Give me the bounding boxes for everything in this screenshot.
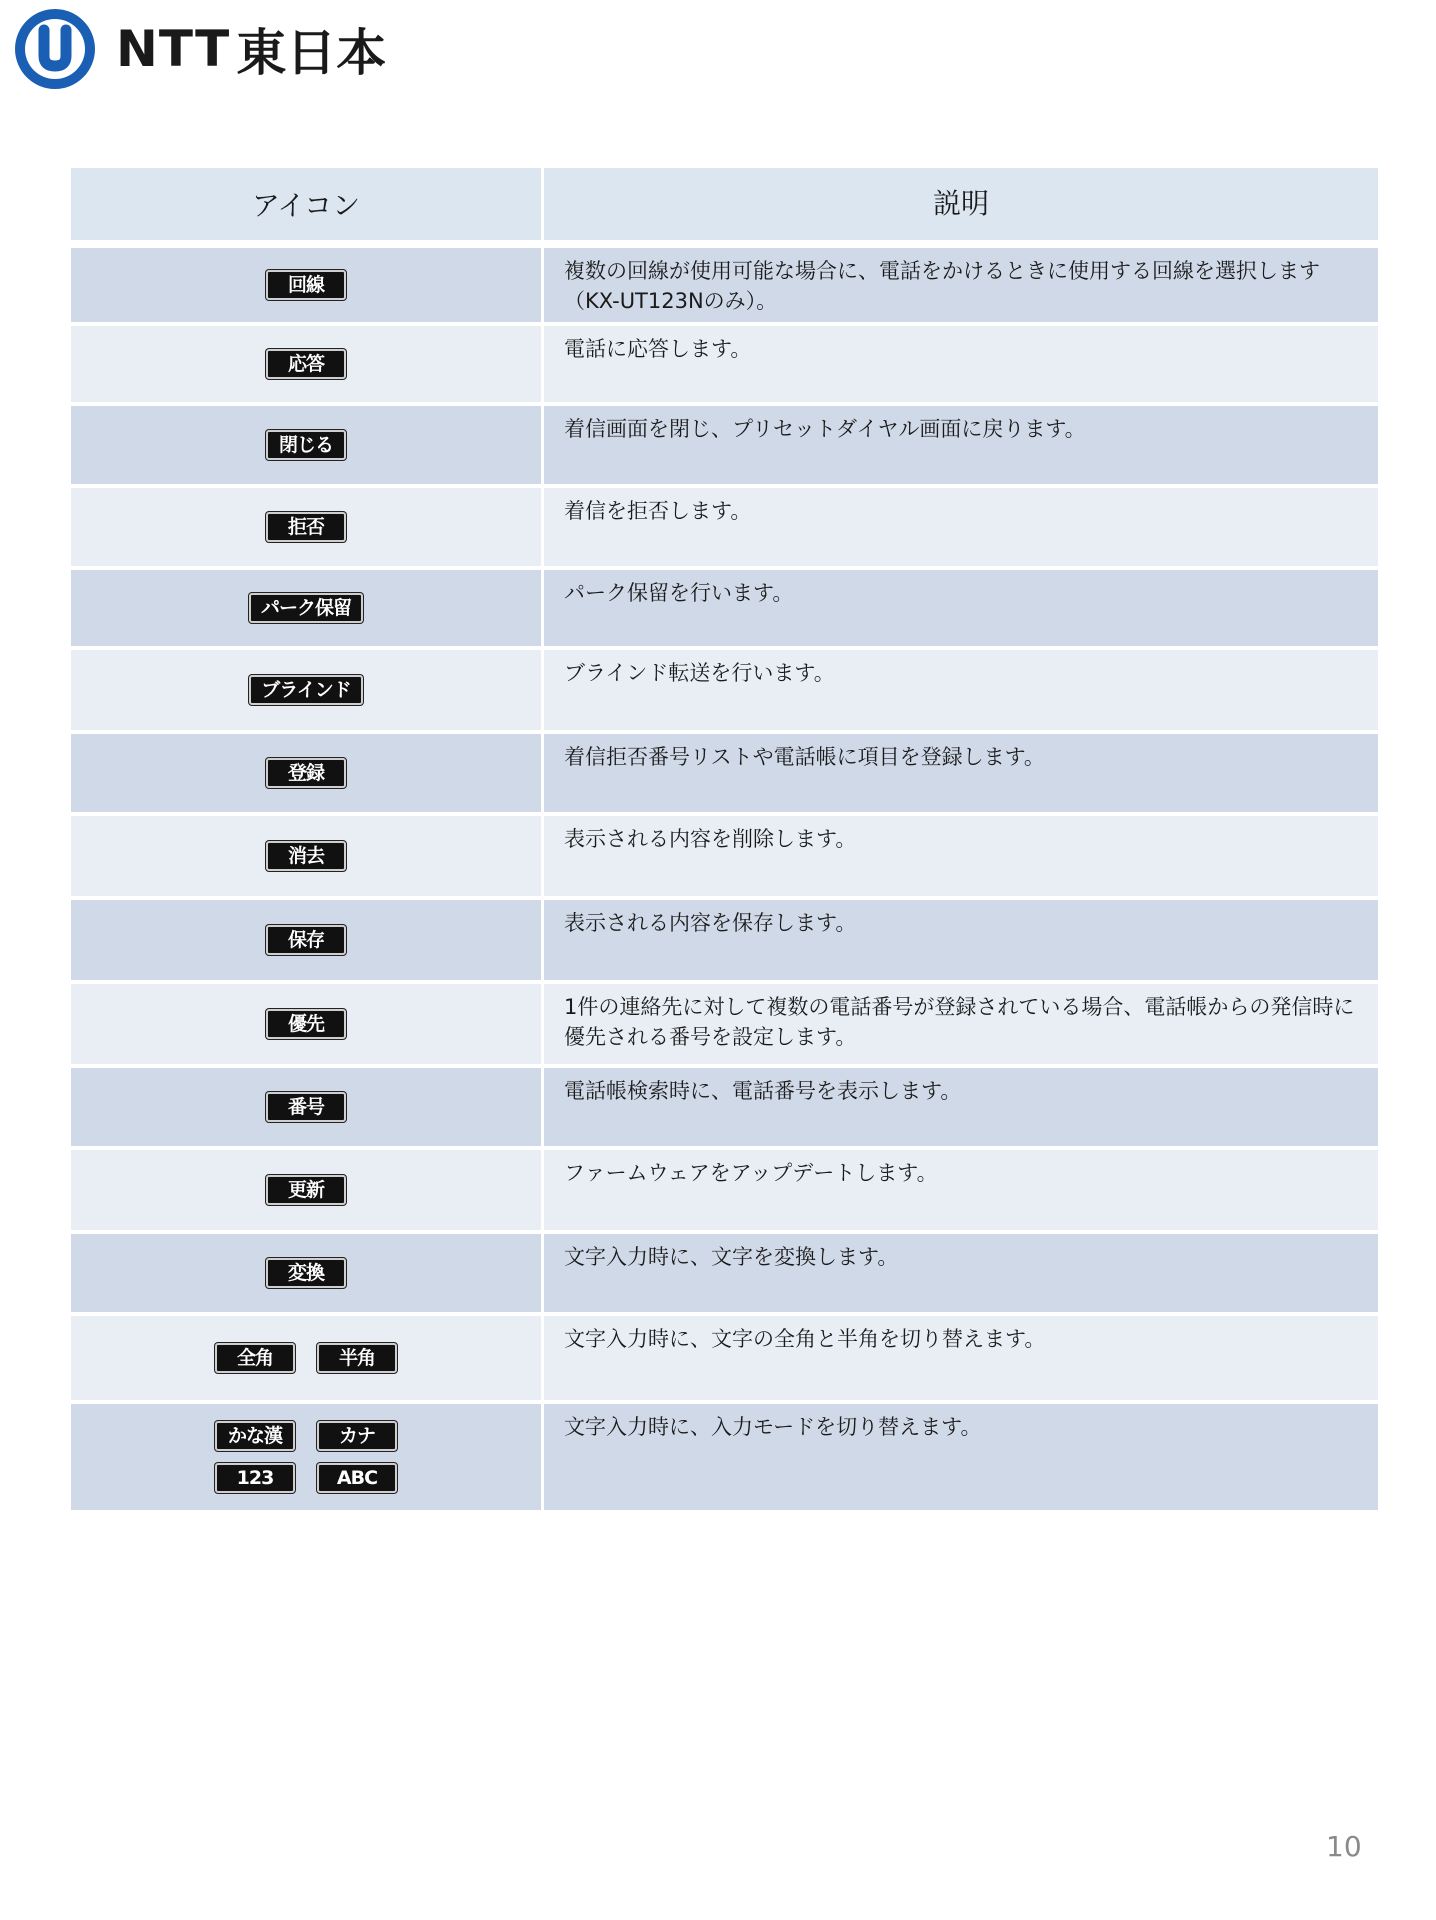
- softkey-icon: 変換: [266, 1258, 346, 1288]
- table-row: [71, 248, 1378, 326]
- page-number: 10: [1326, 1830, 1362, 1863]
- description-cell: 1件の連絡先に対して複数の電話番号が登録されている場合、電話帳からの発信時に優先される番号を設定します。: [564, 995, 1355, 1049]
- softkey-icon: 番号: [266, 1092, 346, 1122]
- description-cell: 表示される内容を削除します。: [564, 827, 857, 851]
- description-cell: パーク保留を行います。: [564, 581, 794, 605]
- icon-cell: [71, 488, 544, 566]
- description-cell: 着信拒否番号リストや電話帳に項目を登録します。: [564, 745, 1045, 769]
- softkey-icon: 閉じる: [266, 430, 346, 460]
- logo-text-ntt: NTT: [116, 20, 231, 78]
- softkey-icon: 更新: [266, 1175, 346, 1205]
- icon-cell: [71, 1068, 544, 1146]
- icon-cell: [71, 650, 544, 730]
- description-cell: 着信を拒否します。: [564, 499, 752, 523]
- softkey-icon: カナ: [317, 1421, 397, 1451]
- icon-cell: [71, 1404, 544, 1510]
- softkey-icon: 回線: [266, 270, 346, 300]
- table-row: [71, 1404, 1378, 1514]
- table-row: [71, 900, 1378, 984]
- softkey-icon: 応答: [266, 349, 346, 379]
- column-header-icon: アイコン: [71, 168, 544, 240]
- ntt-logo-icon: [10, 6, 100, 92]
- logo: [10, 6, 386, 92]
- logo-text-jp: 東日本: [236, 24, 387, 82]
- column-header-description: 説明: [932, 187, 989, 220]
- description-cell: ファームウェアをアップデートします。: [564, 1161, 938, 1185]
- softkey-icon: かな漢: [215, 1421, 295, 1451]
- table-row: [71, 650, 1378, 734]
- table-row: [71, 816, 1378, 900]
- description-cell: 電話帳検索時に、電話番号を表示します。: [564, 1079, 962, 1103]
- table-row: [71, 734, 1378, 816]
- softkey-icon: ブラインド: [249, 675, 362, 705]
- icon-cell: [71, 734, 544, 812]
- icon-cell: [71, 1234, 544, 1312]
- softkey-icon: パーク保留: [249, 593, 363, 623]
- softkey-icon: 消去: [266, 841, 346, 871]
- icon-cell: [71, 1150, 544, 1230]
- description-cell: 着信画面を閉じ、プリセットダイヤル画面に戻ります。: [564, 417, 1086, 441]
- description-cell: 文字入力時に、入力モードを切り替えます。: [564, 1415, 982, 1439]
- softkey-icon: 優先: [266, 1009, 346, 1039]
- description-cell: ブラインド転送を行います。: [564, 661, 835, 685]
- table-row: [71, 984, 1378, 1068]
- description-cell: 文字入力時に、文字の全角と半角を切り替えます。: [564, 1327, 1046, 1351]
- softkey-icon: 半角: [317, 1343, 397, 1373]
- table-row: [71, 1068, 1378, 1150]
- softkey-icon: 全角: [215, 1343, 295, 1373]
- description-cell: 複数の回線が使用可能な場合に、電話をかけるときに使用する回線を選択します（KX-UT123Nのみ）。: [564, 259, 1320, 313]
- softkey-icon: 登録: [266, 758, 346, 788]
- table-header-row: [71, 168, 1378, 248]
- table-row: [71, 1316, 1378, 1404]
- table-row: [71, 1150, 1378, 1234]
- table-row: [71, 326, 1378, 406]
- table-row: [71, 1234, 1378, 1316]
- table-row: [71, 488, 1378, 570]
- description-cell: 表示される内容を保存します。: [564, 911, 857, 935]
- table-row: [71, 570, 1378, 650]
- icon-cell: [71, 570, 544, 646]
- description-cell: 電話に応答します。: [564, 337, 752, 361]
- icon-cell: [71, 816, 544, 896]
- icon-cell: [71, 1316, 544, 1400]
- icon-description-table: [71, 168, 1378, 1514]
- softkey-icon: 保存: [266, 925, 346, 955]
- icon-cell: [71, 406, 544, 484]
- icon-cell: [71, 248, 544, 322]
- softkey-icon: 拒否: [266, 512, 346, 542]
- description-cell: 文字入力時に、文字を変換します。: [564, 1245, 899, 1269]
- icon-cell: [71, 900, 544, 980]
- icon-cell: [71, 984, 544, 1064]
- table-row: [71, 406, 1378, 488]
- softkey-icon: ABC: [317, 1463, 397, 1493]
- icon-cell: [71, 326, 544, 402]
- softkey-icon: 123: [215, 1463, 295, 1493]
